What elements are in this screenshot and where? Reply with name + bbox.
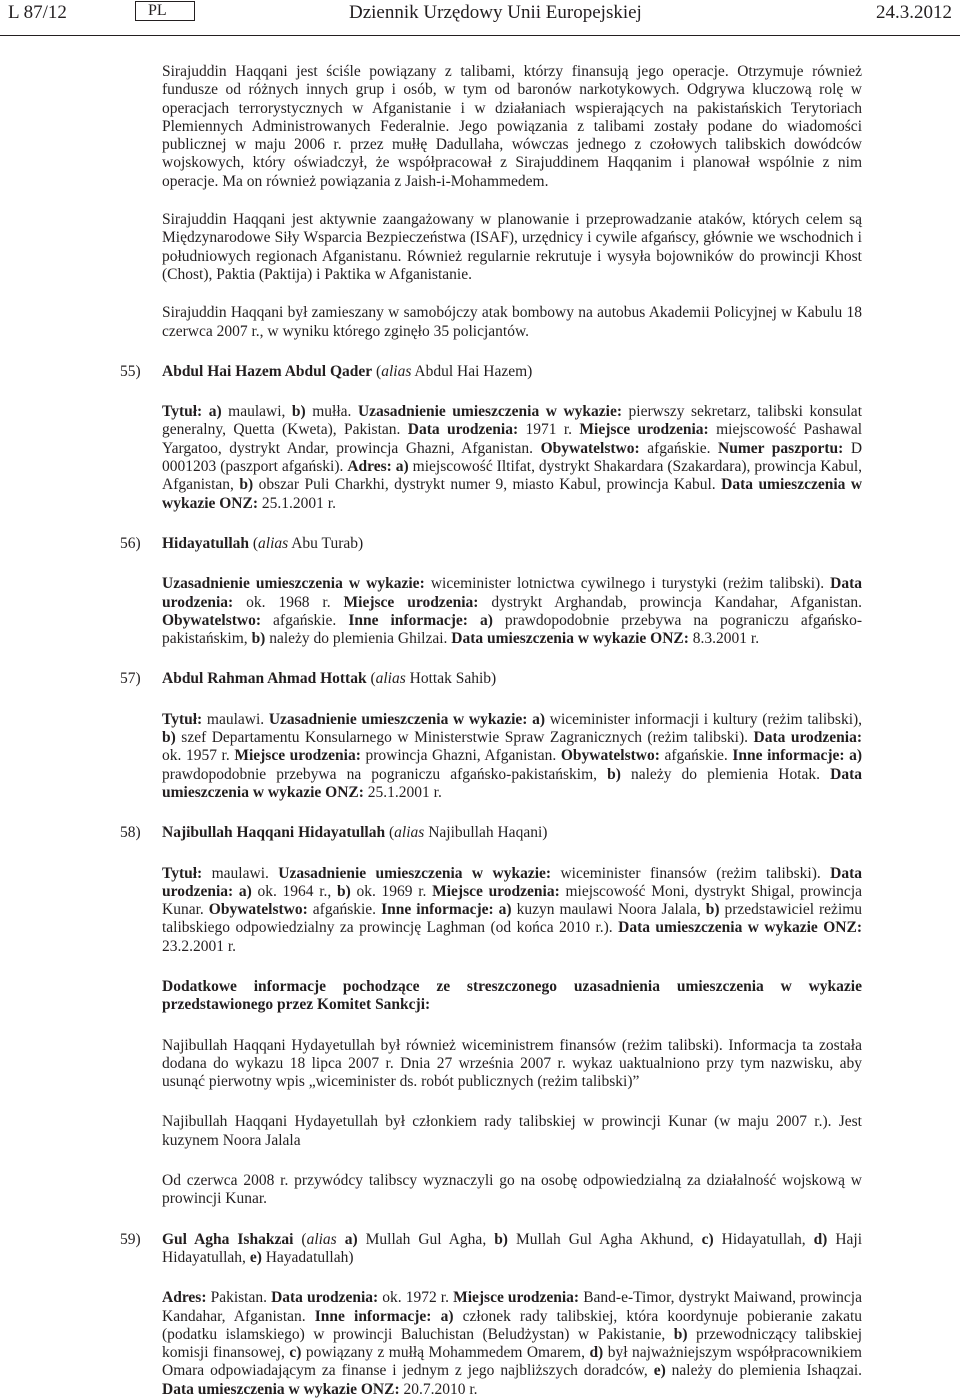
entry-58-extra-paragraph-2: Najibullah Haqqani Hydayetullah był członkiem rady talibskiej w prowincji Kunar (w maju 2007 r.). Jest kuzynem Noora Jalala — [162, 1113, 862, 1149]
entry-57-details: Tytuł: maulawi. Uzasadnienie umieszczenia w wykazie: a) wiceminister informacji i kultury (reżim talibski), b) szef Departamentu Konsularnego w Ministerstwie Spraw Zagranicznych (reżim talibski). Data urodzenia: ok. 1957 r. Miejsce urodzenia: prowincja Ghazni, Afganistan. Obywatelstwo: afgańskie. Inne informacje: a) prawdopodobnie przebywa na pograniczu afgańsko-pakistańskim, b) należy do plemienia Hotak. Data umieszczenia w wykazie ONZ: 25.1.2001 r. — [162, 710, 863, 801]
intro-paragraph-1: Sirajuddin Haqqani jest ściśle powiązany z talibami, którzy finansują jego operacje. Otrzymuje również fundusze od różnych innych grup i osób, w tym od baronów narkotykowych. Odgrywa kluczową rolę w operacjach terrorystycznych w Afganistanie i w działaniach wspierających na pakistańskich Terytoriach Plemiennych Administrowanych Federalnie. Jego powiązania z talibami zostały podane do wiadomości publicznej w maju 2006 r. przez mułłę Dadullaha, wówczas jednego z czołowych talibskich dowódców wojskowych, który oświadczył, że współpracował z Sirajuddinem Haqqanim i planował wspólnie z nim operacje. Ma on również powiązania z Jaish-i-Mohammedem. — [162, 63, 862, 190]
language-badge: PL — [135, 1, 195, 21]
entry-55-heading: 55) Abdul Hai Hazem Abdul Qader (alias Abdul Hai Hazem) — [120, 362, 533, 380]
entry-number: 57) — [120, 670, 141, 688]
document-body — [0, 63, 960, 1399]
entry-name: Abdul Hai Hazem Abdul Qader — [162, 362, 373, 380]
header-rule — [0, 35, 960, 36]
entry-56-heading: 56) Hidayatullah (alias Abu Turab) — [120, 534, 364, 552]
entry-name: Najibullah Haqqani Hidayatullah — [162, 824, 386, 842]
intro-paragraph-3: Sirajuddin Haqqani był zamieszany w samobójczy atak bombowy na autobus Akademii Policyjnej w Kabulu 18 czerwca 2007 r., w wyniku którego zginęło 35 policjantów. — [162, 304, 862, 340]
intro-paragraph-2: Sirajuddin Haqqani jest aktywnie zaangażowany w planowanie i przeprowadzanie ataków, których celem są Międzynarodowe Siły Wsparcia Bezpieczeństwa (ISAF), urzędnicy i cywile afgańscy, głównie we wschodnich i południowych regionach Afganistanu. Również regularnie rekrutuje i wysyła bojowników do prowincji Khost (Chost), Paktia (Paktija) i Paktika w Afganistanie. — [162, 211, 862, 283]
entry-number: 56) — [120, 534, 141, 552]
entry-number: 59) — [120, 1230, 141, 1248]
entry-58-extra-paragraph-3: Od czerwca 2008 r. przywódcy talibscy wyznaczyli go na osobę odpowiedzialną za działalność wojskową w prowincji Kunar. — [162, 1172, 862, 1208]
journal-title: Dziennik Urzędowy Unii Europejskiej — [349, 2, 642, 23]
page-header — [0, 0, 960, 40]
entry-58-heading: 58) Najibullah Haqqani Hidayatullah (alias Najibullah Haqani) — [120, 824, 548, 842]
entry-56-details: Uzasadnienie umieszczenia w wykazie: wiceminister lotnictwa cywilnego i turystyki (reżim talibski). Data urodzenia: ok. 1968 r. Miejsce urodzenia: dystrykt Arghandab, prowincja Kandahar, Afganistan. Obywatelstwo: afgańskie. Inne informacje: a) prawdopodobnie przebywa na pograniczu afgańsko-pakistańskim, b) należy do plemienia Ghilzai. Data umieszczenia w wykazie ONZ: 8.3.2001 r. — [162, 575, 863, 648]
entry-number: 55) — [120, 362, 141, 380]
entry-name: Abdul Rahman Ahmad Hottak — [162, 670, 367, 688]
publication-date: 24.3.2012 — [876, 2, 952, 23]
entry-58-extra-paragraph-1: Najibullah Haqqani Hydayetullah był również wiceministrem finansów (reżim talibski). Informacja ta została dodana do wykazu 18 lipca 2007 r. Dnia 27 września 2007 r. wykaz uaktualniono przy tym nazwisku, aby usunąć pierwotny wpis „wiceminister ds. robót publicznych (reżim talibski)” — [162, 1036, 862, 1091]
entry-55-details: Tytuł: a) maulawi, b) mułła. Uzasadnienie umieszczenia w wykazie: pierwszy sekretarz, talibski konsulat generalny, Quetta (Kweta), Pakistan. Data urodzenia: 1971 r. Miejsce urodzenia: miejscowość Pashawal Yargatoo, dystrykt Andar, prowincja Ghazni, Afganistan. Obywatelstwo: afgańskie. Numer paszportu: D 0001203 (paszport afgański). Adres: a) miejscowość Iltifat, dystrykt Shakardara (Szakardara), prowincja Kabul, Afganistan, b) obszar Puli Charkhi, dystrykt numer 9, miasto Kabul, prowincja Kabul. Data umieszczenia w wykazie ONZ: 25.1.2001 r. — [162, 403, 863, 512]
entry-59-heading: 59) Gul Agha Ishakzai (alias a) Mullah Gul Agha, b) Mullah Gul Agha Akhund, c) Hidayatullah, d) Haji Hidayatullah, e) Hayadatullah) — [120, 1230, 863, 1266]
entry-57-heading: 57) Abdul Rahman Ahmad Hottak (alias Hottak Sahib) — [120, 670, 497, 688]
entry-58-details: Tytuł: maulawi. Uzasadnienie umieszczenia w wykazie: wiceminister finansów (reżim talibski). Data urodzenia: a) ok. 1964 r., b) ok. 1969 r. Miejsce urodzenia: miejscowość Moni, dystrykt Shigal, prowincja Kunar. Obywatelstwo: afgańskie. Inne informacje: a) kuzyn maulawi Noora Jalala, b) przedstawiciel reżimu talibskiego odpowiedzialny za prowincję Laghman (od końca 2010 r.). Data umieszczenia w wykazie ONZ: 23.2.2001 r. — [162, 864, 863, 955]
entry-59-details: Adres: Pakistan. Data urodzenia: ok. 1972 r. Miejsce urodzenia: Band-e-Timor, dystrykt Maiwand, prowincja Kandahar, Afganistan. Inne informacje: a) członek rady talibskiej, która koordynuje pobieranie zakatu (podatku islamskiego) w prowincji Baluchistan (Beludżystan) w Pakistanie, b) przewodniczący talibskiej komisji finansowej, c) powiązany z mułłą Mohammedem Omarem, d) był najważniejszym współpracownikiem Omara odpowiadającym za finanse i jednym z jego najbliższych doradców, e) należy do plemienia Ishaqzai. Data umieszczenia w wykazie ONZ: 20.7.2010 r. — [162, 1289, 863, 1398]
entry-58-extra-heading: Dodatkowe informacje pochodzące ze streszczonego uzasadnienia umieszczenia w wykazie przedstawionego przez Komitet Sankcji: — [162, 977, 862, 1014]
entry-name: Hidayatullah — [162, 534, 249, 552]
entry-name: Gul Agha Ishakzai — [162, 1230, 294, 1248]
entry-number: 58) — [120, 824, 141, 842]
page-reference: L 87/12 — [8, 2, 67, 23]
